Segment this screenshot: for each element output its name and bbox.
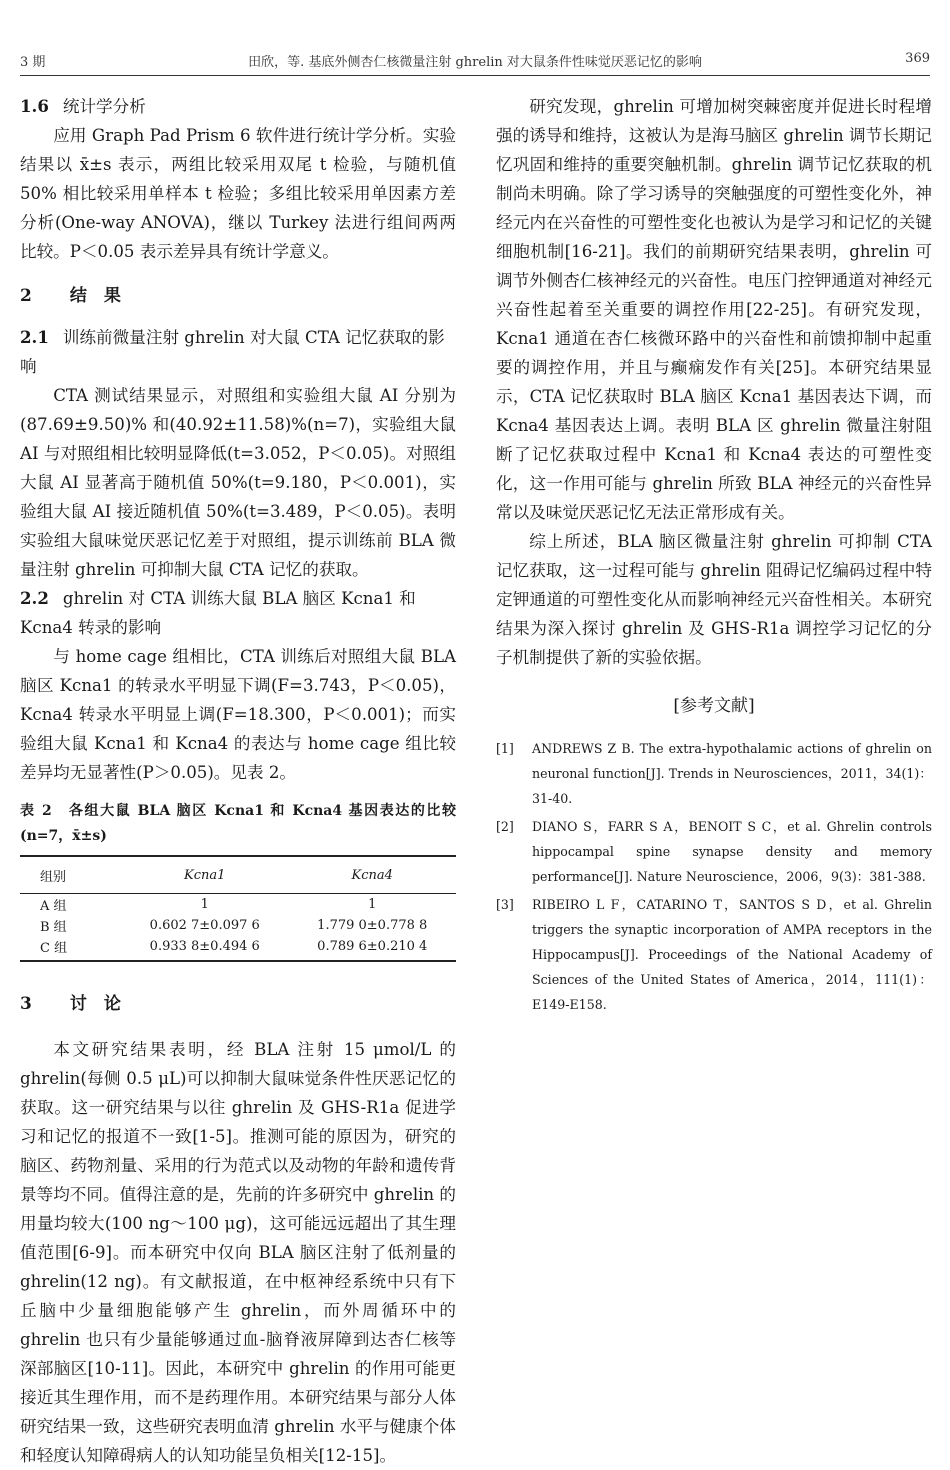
section-title: ghrelin 对 CTA 训练大鼠 BLA 脑区 Kcna1 和 Kcna4 转录的影响 (20, 589, 416, 637)
references-heading: [参考文献] (673, 696, 755, 716)
table-cell: 0.933 8±0.494 6 (121, 936, 289, 961)
right-column (496, 92, 932, 1020)
section-2-1-paragraph: CTA 测试结果显示，对照组和实验组大鼠 AI 分别为(87.69±9.50)% 和(40.92±11.58)%(n=7)，实验组大鼠 AI 与对照组相比较明显降低(t=3.052，P＜0.05)。对照组大鼠 AI 显著高于随机值 50%(t=9.180，P＜0.001)，实验组大鼠 AI 接近随机值 50%(t=3.489，P＜0.05)。表明实验组大鼠味觉厌恶记忆差于对照组，提示训练前 BLA 微量注射 ghrelin 可抑制大鼠 CTA 记忆的获取。 (20, 386, 456, 579)
reference-item (496, 736, 932, 811)
reference-number: [3] (496, 897, 514, 912)
table-header-cell: Kcna1 (121, 856, 289, 894)
table-cell: B 组 (40, 920, 67, 935)
table-row (20, 915, 456, 936)
table-2 (20, 855, 456, 962)
section-2-2-heading (20, 584, 456, 642)
section-2-1-heading (20, 323, 456, 381)
table-2-caption: 表 2 各组大鼠 BLA 脑区 Kcna1 和 Kcna4 基因表达的比较(n=7，x̄±s) (20, 803, 456, 844)
section-3-paragraph-3: 综上所述，BLA 脑区微量注射 ghrelin 可抑制 CTA 记忆获取，这一过程可能与 ghrelin 阻碍记忆编码过程中特定钾通道的可塑性变化从而影响神经元兴奋性相关。本研究结果为深入探讨 ghrelin 及 GHS-R1a 调控学习记忆的分子机制提供了新的实验依据。 (496, 532, 932, 667)
section-number: 3 (20, 994, 32, 1014)
section-number: 2 (20, 286, 32, 306)
reference-text: DIANO S，FARR S A，BENOIT S C，et al. Ghrelin controls hippocampal spine synapse density and memory performance[J]. Nature Neuroscience，2006，9(3)：381-388. (532, 819, 932, 884)
section-3-paragraph-1: 本文研究结果表明，经 BLA 注射 15 μmol/L 的 ghrelin(每侧 0.5 μL)可以抑制大鼠味觉条件性厌恶记忆的获取。这一研究结果与以往 ghrelin 及 GHS-R1a 促进学习和记忆的报道不一致[1-5]。推测可能的原因为，研究的脑区、药物剂量、采用的行为范式以及动物的年龄和遗传背景等均不同。值得注意的是，先前的许多研究中 ghrelin 的用量均较大(100 ng～100 μg)，这可能远远超出了其生理值范围[6-9]。而本研究中仅向 BLA 脑区注射了低剂量的 ghrelin(12 ng)。有文献报道，在中枢神经系统中只有下丘脑中少量细胞能够产生 ghrelin，而外周循环中的 ghrelin 也只有少量能够通过血-脑脊液屏障到达杏仁核等深部脑区[10-11]。因此，本研究中 ghrelin 的作用可能更接近其生理作用，而不是药理作用。本研究结果与部分人体研究结果一致，这些研究表明血清 ghrelin 水平与健康个体和轻度认知障碍病人的认知功能呈负相关[12-15]。 (20, 1040, 456, 1465)
section-1-6-paragraph: 应用 Graph Pad Prism 6 软件进行统计学分析。实验结果以 x̄±s 表示，两组比较采用双尾 t 检验，与随机值 50% 相比较采用单样本 t 检验；多组比较采用单因素方差分析(One-way ANOVA)，继以 Turkey 法进行组间两两比较。P＜0.05 表示差异具有统计学意义。 (20, 126, 456, 261)
section-1-6-heading (20, 92, 456, 121)
section-3-heading (20, 990, 456, 1019)
table-cell: 1.779 0±0.778 8 (317, 918, 428, 933)
section-title: 结 果 (69, 286, 121, 306)
table-row (20, 936, 456, 961)
issue-number: 3 期 (20, 55, 46, 70)
section-title: 训练前微量注射 ghrelin 对大鼠 CTA 记忆获取的影响 (20, 328, 445, 376)
reference-item (496, 892, 932, 1017)
table-cell: 0.789 6±0.210 4 (289, 936, 457, 961)
section-title: 讨 论 (69, 994, 121, 1014)
section-title: 统计学分析 (62, 97, 146, 116)
reference-text: ANDREWS Z B. The extra-hypothalamic actions of ghrelin on neuronal function[J]. Trends in Neurosciences，2011，34(1)：31-40. (532, 741, 932, 806)
table-header-row (20, 856, 456, 894)
reference-text: RIBEIRO L F，CATARINO T，SANTOS S D，et al. Ghrelin triggers the synaptic incorporation of AMPA receptors in the Hippocampus[J]. Proceedings of the National Academy of Sciences of the United States of America，2014，111(1)：E149-E158. (532, 897, 932, 1012)
left-column (20, 92, 456, 1470)
table-cell: C 组 (20, 936, 121, 961)
table-cell: 1 (368, 897, 377, 912)
section-2-heading (20, 282, 456, 311)
reference-number: [2] (496, 819, 514, 834)
table-cell: 1 (200, 897, 209, 912)
section-3-paragraph-2: 研究发现，ghrelin 可增加树突棘密度并促进长时程增强的诱导和维持，这被认为是海马脑区 ghrelin 调节长期记忆巩固和维持的重要突触机制。ghrelin 调节记忆获取的机制尚未明确。除了学习诱导的突触强度的可塑性变化外，神经元内在兴奋性的可塑性变化也被认为是学习和记忆的关键细胞机制[16-21]。我们的前期研究结果表明，ghrelin 可调节外侧杏仁核神经元的兴奋性。电压门控钾通道对神经元兴奋性起着至关重要的调控作用[22-25]。有研究发现，Kcna1 通道在杏仁核微环路中的兴奋性和前馈抑制中起重要的调控作用，并且与癫痫发作有关[25]。本研究结果显示，CTA 记忆获取时 BLA 脑区 Kcna1 基因表达下调，而 Kcna4 基因表达上调。表明 BLA 区 ghrelin 微量注射阻断了记忆获取过程中 Kcna1 和 Kcna4 表达的可塑性变化，这一作用可能与 ghrelin 所致 BLA 神经元的兴奋性异常以及味觉厌恶记忆无法正常形成有关。 (496, 97, 932, 522)
running-title: 田欣，等. 基底外侧杏仁核微量注射 ghrelin 对大鼠条件性味觉厌恶记忆的影响 (248, 55, 702, 70)
table-header-cell: 组别 (20, 856, 121, 894)
table-header-cell: Kcna4 (289, 856, 457, 894)
section-number: 2.1 (20, 327, 49, 347)
table-cell: A 组 (40, 899, 67, 914)
table-cell: 0.602 7±0.097 6 (149, 918, 260, 933)
section-number: 1.6 (20, 96, 49, 116)
page-number: 369 (905, 51, 930, 66)
reference-item (496, 814, 932, 889)
reference-number: [1] (496, 741, 514, 756)
running-header (20, 47, 930, 76)
table-row (20, 894, 456, 916)
section-number: 2.2 (20, 588, 49, 608)
section-2-2-paragraph: 与 home cage 组相比，CTA 训练后对照组大鼠 BLA 脑区 Kcna1 的转录水平明显下调(F=3.743，P＜0.05)，Kcna4 转录水平明显上调(F=18.300，P＜0.001)；而实验组大鼠 Kcna1 和 Kcna4 的表达与 home cage 组比较差异均无显著性(P＞0.05)。见表 2。 (20, 647, 456, 782)
